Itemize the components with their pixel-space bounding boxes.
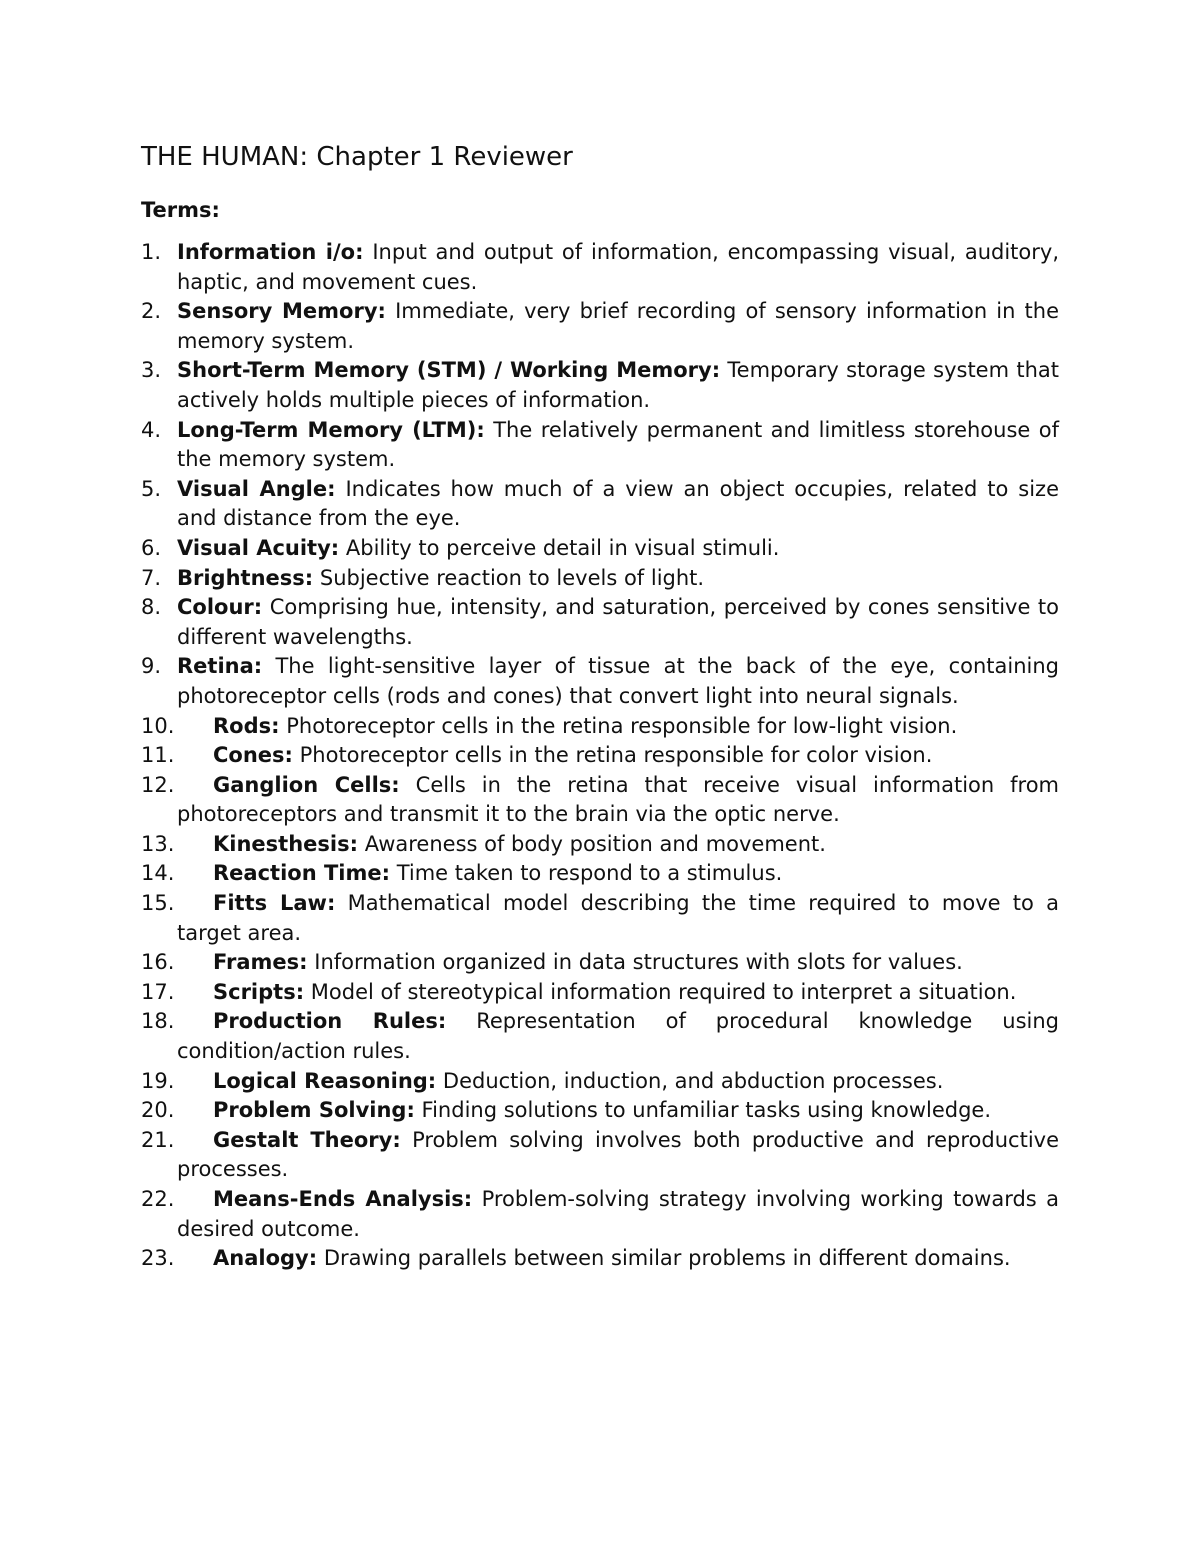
term-label: Visual Angle: bbox=[177, 476, 336, 501]
term-label: Short-Term Memory (STM) / Working Memory: bbox=[177, 358, 721, 383]
list-item-number: 18. bbox=[141, 1009, 175, 1034]
list-item bbox=[141, 859, 1059, 889]
list-item-number: 12. bbox=[141, 772, 175, 797]
term-definition: Mathematical model describing the time required to move to a target area. bbox=[177, 891, 1059, 945]
term-definition: Problem solving involves both productive and reproductive processes. bbox=[177, 1127, 1060, 1182]
list-item-number: 14. bbox=[141, 861, 175, 886]
list-item bbox=[141, 593, 1059, 652]
list-item bbox=[141, 564, 1059, 594]
list-item bbox=[141, 416, 1059, 475]
term-label: Production Rules: bbox=[213, 1009, 447, 1034]
term-definition: Photoreceptor cells in the retina responsible for low-light vision. bbox=[286, 713, 958, 738]
term-label: Retina: bbox=[177, 654, 263, 679]
term-label: Problem Solving: bbox=[213, 1098, 415, 1123]
term-label: Colour: bbox=[177, 595, 263, 620]
list-item bbox=[141, 830, 1059, 860]
list-item-number: 13. bbox=[141, 831, 175, 856]
list-item-number: 7. bbox=[141, 565, 162, 590]
term-label: Rods: bbox=[213, 713, 280, 738]
list-item-number: 8. bbox=[141, 595, 162, 620]
term-label: Information i/o: bbox=[177, 240, 364, 264]
section-heading-terms: Terms: bbox=[141, 198, 220, 222]
term-label: Brightness: bbox=[177, 565, 314, 590]
list-item-number: 5. bbox=[141, 476, 162, 501]
term-label: Visual Acuity: bbox=[177, 535, 340, 560]
list-item bbox=[141, 1185, 1059, 1244]
term-definition: Information organized in data structures with slots for values. bbox=[314, 950, 963, 975]
term-definition: Model of stereotypical information required to interpret a situation. bbox=[310, 979, 1017, 1004]
list-item bbox=[141, 1244, 1059, 1274]
term-definition: The light-sensitive layer of tissue at the back of the eye, containing photoreceptor cells (rods and cones) that convert light into neural signals. bbox=[177, 654, 1059, 708]
term-definition: Indicates how much of a view an object occupies, related to size and distance from the eye. bbox=[177, 476, 1059, 531]
list-item bbox=[141, 1126, 1059, 1185]
list-item-number: 9. bbox=[141, 654, 162, 679]
term-definition: Finding solutions to unfamiliar tasks using knowledge. bbox=[421, 1098, 991, 1123]
list-item bbox=[141, 1007, 1059, 1066]
term-definition: Input and output of information, encompassing visual, auditory, haptic, and movement cues. bbox=[177, 240, 1059, 294]
list-item bbox=[141, 1067, 1059, 1097]
term-definition: Photoreceptor cells in the retina responsible for color vision. bbox=[299, 743, 933, 768]
list-item-number: 22. bbox=[141, 1187, 175, 1211]
term-definition: Deduction, induction, and abduction processes. bbox=[442, 1068, 944, 1093]
term-label: Scripts: bbox=[213, 979, 305, 1004]
term-label: Means-Ends Analysis: bbox=[213, 1187, 473, 1211]
term-label: Kinesthesis: bbox=[213, 831, 358, 856]
list-item bbox=[141, 741, 1059, 771]
list-item-number: 15. bbox=[141, 891, 175, 916]
term-definition: The relatively permanent and limitless storehouse of the memory system. bbox=[177, 417, 1059, 472]
list-item bbox=[141, 771, 1059, 830]
term-definition: Drawing parallels between similar problems in different domains. bbox=[323, 1246, 1011, 1271]
list-item bbox=[141, 712, 1059, 742]
term-definition: Temporary storage system that actively holds multiple pieces of information. bbox=[177, 358, 1059, 412]
page-title: THE HUMAN: Chapter 1 Reviewer bbox=[141, 142, 573, 172]
term-definition: Representation of procedural knowledge using condition/action rules. bbox=[177, 1009, 1059, 1064]
list-item-number: 6. bbox=[141, 535, 162, 560]
list-item bbox=[141, 238, 1059, 297]
list-item-number: 17. bbox=[141, 979, 175, 1004]
list-item bbox=[141, 297, 1059, 356]
term-definition: Problem-solving strategy involving working towards a desired outcome. bbox=[177, 1187, 1059, 1241]
list-item bbox=[141, 475, 1059, 534]
list-item-number: 23. bbox=[141, 1246, 175, 1271]
list-item-number: 4. bbox=[141, 417, 162, 442]
list-item bbox=[141, 534, 1059, 564]
term-label: Gestalt Theory: bbox=[213, 1127, 401, 1152]
list-item-number: 3. bbox=[141, 358, 162, 383]
term-label: Ganglion Cells: bbox=[213, 772, 400, 797]
list-item-number: 2. bbox=[141, 299, 162, 324]
list-item-number: 11. bbox=[141, 743, 175, 768]
list-item-number: 19. bbox=[141, 1068, 175, 1093]
term-label: Long-Term Memory (LTM): bbox=[177, 417, 485, 442]
term-definition: Time taken to respond to a stimulus. bbox=[396, 861, 783, 886]
list-item-number: 21. bbox=[141, 1127, 175, 1152]
term-definition: Immediate, very brief recording of sensory information in the memory system. bbox=[177, 299, 1059, 353]
term-label: Fitts Law: bbox=[213, 891, 336, 916]
list-item bbox=[141, 652, 1059, 711]
term-label: Logical Reasoning: bbox=[213, 1068, 437, 1093]
list-item-number: 20. bbox=[141, 1098, 175, 1123]
term-list bbox=[141, 238, 1059, 1274]
term-label: Cones: bbox=[213, 743, 293, 768]
term-label: Reaction Time: bbox=[213, 861, 391, 886]
list-item-number: 1. bbox=[141, 240, 162, 264]
term-label: Analogy: bbox=[213, 1246, 318, 1271]
list-item bbox=[141, 978, 1059, 1008]
term-definition: Awareness of body position and movement. bbox=[364, 831, 826, 856]
term-label: Frames: bbox=[213, 950, 308, 975]
list-item bbox=[141, 948, 1059, 978]
term-definition: Ability to perceive detail in visual stimuli. bbox=[345, 535, 780, 560]
term-definition: Cells in the retina that receive visual information from photoreceptors and transmit it to the brain via the optic nerve. bbox=[177, 772, 1059, 827]
list-item-number: 10. bbox=[141, 713, 175, 738]
document-page bbox=[141, 138, 1059, 1274]
term-definition: Subjective reaction to levels of light. bbox=[319, 565, 705, 590]
list-item bbox=[141, 889, 1059, 948]
list-item-number: 16. bbox=[141, 950, 175, 975]
term-definition: Comprising hue, intensity, and saturation, perceived by cones sensitive to different wavelengths. bbox=[177, 595, 1059, 649]
term-label: Sensory Memory: bbox=[177, 299, 386, 324]
list-item bbox=[141, 356, 1059, 415]
list-item bbox=[141, 1096, 1059, 1126]
